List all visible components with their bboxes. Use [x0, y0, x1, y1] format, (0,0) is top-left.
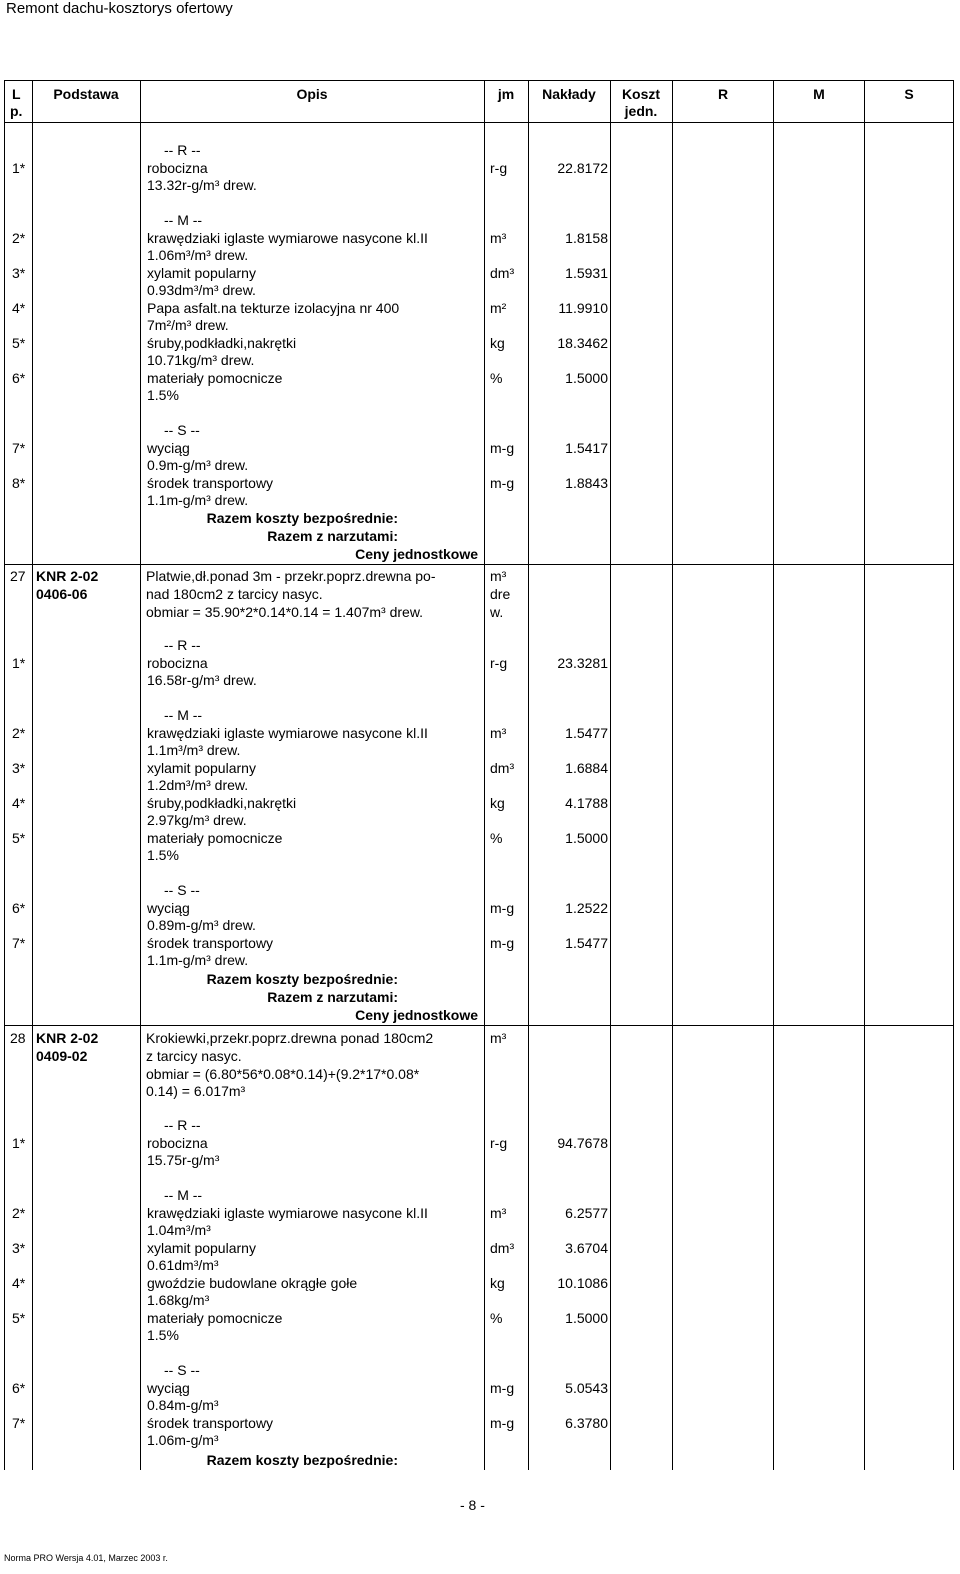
- resource-unit: m³: [490, 230, 507, 246]
- header-lp: p.: [10, 103, 23, 119]
- resource-unit: m-g: [490, 475, 515, 491]
- col-line: [610, 80, 611, 1470]
- resource-norm: 0.93dm³/m³ drew.: [147, 282, 256, 298]
- resource-lp: 5*: [12, 335, 26, 351]
- position-description: z tarcicy nasyc.: [146, 1048, 242, 1064]
- resource-unit: r-g: [490, 655, 508, 671]
- resource-qty: 1.5477: [565, 935, 608, 951]
- resource-name: robocizna: [147, 160, 208, 176]
- resource-qty: 1.2522: [565, 900, 608, 916]
- header-naklady: Nakłady: [542, 86, 596, 102]
- col-line: [4, 80, 5, 1470]
- resource-lp: 3*: [12, 760, 26, 776]
- resource-qty: 1.5931: [565, 265, 608, 281]
- total-with-overheads: Razem z narzutami:: [267, 528, 398, 544]
- resource-name: krawędziaki iglaste wymiarowe nasycone kl.II: [147, 725, 428, 741]
- position-unit: w.: [490, 604, 504, 620]
- resource-name: wyciąg: [147, 1380, 190, 1396]
- resource-norm: 1.2dm³/m³ drew.: [147, 777, 249, 793]
- resource-norm: 1.06m-g/m³: [147, 1432, 219, 1448]
- col-line: [953, 80, 954, 1470]
- resource-name: materiały pomocnicze: [147, 370, 283, 386]
- resource-unit: dm³: [490, 265, 515, 281]
- resource-norm: 0.84m-g/m³: [147, 1397, 219, 1413]
- resource-unit: m³: [490, 725, 507, 741]
- resource-lp: 7*: [12, 440, 26, 456]
- resource-qty: 22.8172: [557, 160, 608, 176]
- position-unit: m³: [490, 1030, 507, 1046]
- unit-prices-label: Ceny jednostkowe: [355, 1007, 478, 1023]
- resource-norm: 1.1m³/m³ drew.: [147, 742, 241, 758]
- section-label-m: -- M --: [164, 707, 203, 723]
- resource-lp: 4*: [12, 1275, 26, 1291]
- resource-unit: kg: [490, 335, 505, 351]
- position-description: Krokiewki,przekr.poprz.drewna ponad 180cm2: [146, 1030, 434, 1046]
- resource-unit: kg: [490, 1275, 505, 1291]
- resource-unit: m-g: [490, 935, 515, 951]
- resource-norm: 15.75r-g/m³: [147, 1152, 220, 1168]
- resource-name: gwoździe budowlane okrągłe gołe: [147, 1275, 358, 1291]
- resource-qty: 11.9910: [558, 300, 608, 316]
- resource-qty: 1.5417: [565, 440, 608, 456]
- resource-unit: m-g: [490, 900, 515, 916]
- resource-name: środek transportowy: [147, 475, 274, 491]
- total-direct-costs: Razem koszty bezpośrednie:: [206, 510, 398, 526]
- resource-norm: 1.06m³/m³ drew.: [147, 247, 249, 263]
- section-label-r: -- R --: [164, 637, 201, 653]
- resource-qty: 1.5000: [565, 1310, 608, 1326]
- resource-name: środek transportowy: [147, 1415, 274, 1431]
- resource-norm: 0.9m-g/m³ drew.: [147, 457, 249, 473]
- resource-unit: kg: [490, 795, 505, 811]
- resource-norm: 7m²/m³ drew.: [147, 317, 229, 333]
- position-unit: m³: [490, 568, 507, 584]
- header-koszt: jedn.: [624, 103, 658, 119]
- resource-norm: 16.58r-g/m³ drew.: [147, 672, 257, 688]
- resource-name: robocizna: [147, 655, 208, 671]
- resource-lp: 4*: [12, 300, 26, 316]
- resource-name: xylamit popularny: [147, 265, 256, 281]
- resource-unit: m-g: [490, 1380, 515, 1396]
- resource-lp: 2*: [12, 1205, 26, 1221]
- resource-qty: 6.3780: [565, 1415, 608, 1431]
- col-line: [484, 80, 485, 1470]
- resource-lp: 2*: [12, 725, 26, 741]
- col-line: [864, 80, 865, 1470]
- table-top-border: [4, 80, 954, 81]
- resource-name: Papa asfalt.na tekturze izolacyjna nr 400: [147, 300, 400, 316]
- resource-qty: 1.5477: [565, 725, 608, 741]
- position-basis: KNR 2-02: [36, 568, 99, 584]
- position-unit: dre: [490, 586, 511, 602]
- section-label-r: -- R --: [164, 1117, 201, 1133]
- resource-lp: 6*: [12, 1380, 26, 1396]
- resource-unit: m³: [490, 1205, 507, 1221]
- resource-qty: 18.3462: [557, 335, 608, 351]
- resource-qty: 1.5000: [565, 830, 608, 846]
- resource-lp: 8*: [12, 475, 26, 491]
- resource-name: śruby,podkładki,nakrętki: [147, 795, 297, 811]
- resource-name: materiały pomocnicze: [147, 830, 283, 846]
- resource-lp: 3*: [12, 265, 26, 281]
- resource-lp: 5*: [12, 830, 26, 846]
- cost-table: [4, 80, 954, 1470]
- position-description: 0.14) = 6.017m³: [146, 1083, 246, 1099]
- position-description: nad 180cm2 z tarcicy nasyc.: [146, 586, 323, 602]
- resource-unit: %: [490, 370, 503, 386]
- unit-prices-label: Ceny jednostkowe: [355, 546, 478, 562]
- col-line: [140, 80, 141, 1470]
- resource-unit: m-g: [490, 440, 515, 456]
- page-number: - 8 -: [460, 1497, 485, 1513]
- header-lp: L: [12, 86, 21, 102]
- resource-lp: 4*: [12, 795, 26, 811]
- resource-qty: 1.6884: [565, 760, 608, 776]
- resource-qty: 5.0543: [565, 1380, 608, 1396]
- resource-unit: %: [490, 1310, 503, 1326]
- section-label-s: -- S --: [164, 1362, 200, 1378]
- header-koszt: Koszt: [621, 86, 661, 102]
- resource-qty: 10.1086: [557, 1275, 608, 1291]
- position-description: obmiar = 35.90*2*0.14*0.14 = 1.407m³ drew.: [146, 604, 424, 620]
- resource-norm: 10.71kg/m³ drew.: [147, 352, 255, 368]
- position-basis: KNR 2-02: [36, 1030, 99, 1046]
- section-label-s: -- S --: [164, 882, 200, 898]
- resource-name: śruby,podkładki,nakrętki: [147, 335, 297, 351]
- row-divider: [4, 1025, 954, 1026]
- col-line: [672, 80, 673, 1470]
- resource-norm: 1.1m-g/m³ drew.: [147, 952, 249, 968]
- header-r: R: [717, 86, 729, 102]
- resource-unit: r-g: [490, 1135, 508, 1151]
- header-opis: Opis: [296, 86, 328, 102]
- footer-version: Norma PRO Wersja 4.01, Marzec 2003 r.: [4, 1553, 168, 1563]
- resource-qty: 1.8843: [565, 475, 608, 491]
- header-jm: jm: [497, 86, 515, 102]
- resource-qty: 1.5000: [565, 370, 608, 386]
- position-basis: 0409-02: [36, 1048, 88, 1064]
- position-basis: 0406-06: [36, 586, 88, 602]
- resource-name: xylamit popularny: [147, 1240, 256, 1256]
- resource-lp: 1*: [12, 160, 26, 176]
- position-number: 28: [10, 1030, 26, 1046]
- resource-norm: 2.97kg/m³ drew.: [147, 812, 247, 828]
- row-divider: [4, 564, 954, 565]
- total-with-overheads: Razem z narzutami:: [267, 989, 398, 1005]
- position-description: obmiar = (6.80*56*0.08*0.14)+(9.2*17*0.08*: [146, 1066, 420, 1082]
- col-line: [32, 80, 33, 1470]
- header-s: S: [904, 86, 914, 102]
- resource-lp: 2*: [12, 230, 26, 246]
- section-label-s: -- S --: [164, 422, 200, 438]
- header-m: M: [813, 86, 825, 102]
- resource-qty: 94.7678: [557, 1135, 608, 1151]
- position-description: Platwie,dł.ponad 3m - przekr.poprz.drewna po-: [146, 568, 436, 584]
- resource-unit: m²: [490, 300, 507, 316]
- resource-lp: 1*: [12, 1135, 26, 1151]
- resource-qty: 4.1788: [565, 795, 608, 811]
- resource-name: krawędziaki iglaste wymiarowe nasycone kl.II: [147, 230, 428, 246]
- resource-name: xylamit popularny: [147, 760, 256, 776]
- resource-norm: 1.5%: [147, 387, 179, 403]
- resource-name: robocizna: [147, 1135, 208, 1151]
- resource-norm: 1.1m-g/m³ drew.: [147, 492, 249, 508]
- resource-unit: dm³: [490, 1240, 515, 1256]
- resource-norm: 1.5%: [147, 847, 179, 863]
- resource-qty: 6.2577: [565, 1205, 608, 1221]
- resource-unit: %: [490, 830, 503, 846]
- resource-unit: dm³: [490, 760, 515, 776]
- resource-lp: 6*: [12, 900, 26, 916]
- resource-qty: 1.8158: [565, 230, 608, 246]
- resource-qty: 3.6704: [565, 1240, 608, 1256]
- position-number: 27: [10, 568, 26, 584]
- resource-name: wyciąg: [147, 440, 190, 456]
- resource-lp: 7*: [12, 935, 26, 951]
- resource-norm: 1.5%: [147, 1327, 179, 1343]
- resource-lp: 3*: [12, 1240, 26, 1256]
- resource-norm: 13.32r-g/m³ drew.: [147, 177, 257, 193]
- resource-norm: 0.89m-g/m³ drew.: [147, 917, 256, 933]
- resource-lp: 1*: [12, 655, 26, 671]
- resource-name: środek transportowy: [147, 935, 274, 951]
- resource-name: materiały pomocnicze: [147, 1310, 283, 1326]
- section-label-m: -- M --: [164, 1187, 203, 1203]
- total-direct-costs: Razem koszty bezpośrednie:: [206, 971, 398, 987]
- resource-name: wyciąg: [147, 900, 190, 916]
- resource-norm: 0.61dm³/m³: [147, 1257, 219, 1273]
- resource-name: krawędziaki iglaste wymiarowe nasycone kl.II: [147, 1205, 428, 1221]
- resource-norm: 1.04m³/m³: [147, 1222, 211, 1238]
- resource-lp: 5*: [12, 1310, 26, 1326]
- resource-unit: r-g: [490, 160, 508, 176]
- resource-norm: 1.68kg/m³: [147, 1292, 210, 1308]
- section-label-r: -- R --: [164, 142, 201, 158]
- header-podstawa: Podstawa: [53, 86, 119, 102]
- resource-lp: 7*: [12, 1415, 26, 1431]
- section-label-m: -- M --: [164, 212, 203, 228]
- col-line: [773, 80, 774, 1470]
- resource-qty: 23.3281: [557, 655, 608, 671]
- document-title: Remont dachu-kosztorys ofertowy: [6, 0, 233, 17]
- total-direct-costs: Razem koszty bezpośrednie:: [206, 1452, 398, 1468]
- header-bottom-border: [4, 122, 954, 123]
- resource-unit: m-g: [490, 1415, 515, 1431]
- resource-lp: 6*: [12, 370, 26, 386]
